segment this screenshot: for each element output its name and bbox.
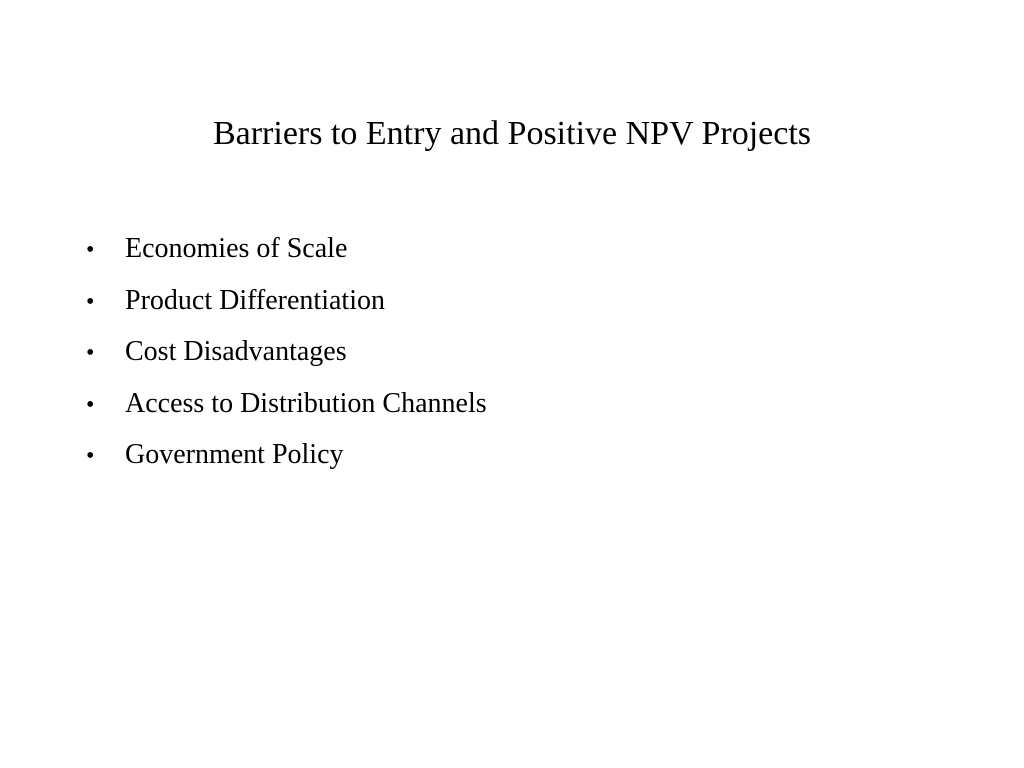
bullet-text-government-policy: Government Policy xyxy=(125,439,344,470)
list-item xyxy=(86,276,487,328)
bullet-icon: • xyxy=(86,391,95,418)
list-item xyxy=(86,224,487,276)
list-item xyxy=(86,327,487,379)
bullet-text-cost-disadvantages: Cost Disadvantages xyxy=(125,336,347,367)
list-item xyxy=(86,379,487,431)
bullet-text-access-to-distribution-channels: Access to Distribution Channels xyxy=(125,387,487,419)
bullet-text-product-differentiation: Product Differentiation xyxy=(125,284,385,316)
bullet-icon: • xyxy=(86,237,95,263)
list-item xyxy=(86,430,487,482)
bullet-text-economies-of-scale: Economies of Scale xyxy=(125,233,348,264)
bullet-icon: • xyxy=(86,288,95,315)
bullet-icon: • xyxy=(86,340,95,366)
bullet-list xyxy=(86,224,487,482)
slide-title: Barriers to Entry and Positive NPV Projects xyxy=(212,115,812,152)
bullet-icon: • xyxy=(86,443,95,469)
